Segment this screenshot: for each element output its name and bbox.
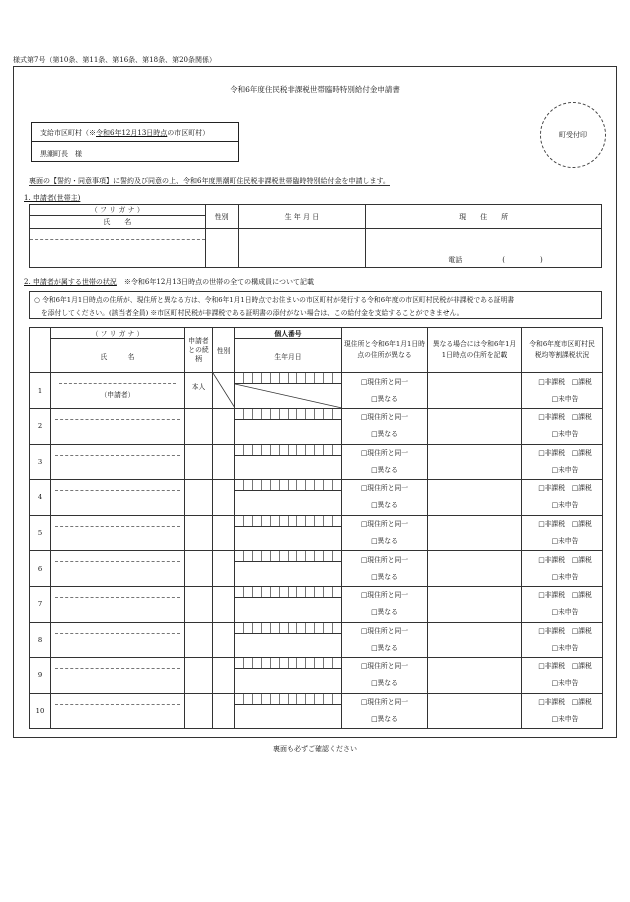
mynumber-boxes[interactable] [235, 445, 341, 456]
relation-cell[interactable] [185, 693, 213, 729]
member-dob-header: 生年月日 [235, 339, 342, 373]
address-same-cell[interactable]: □現住所と同一 □異なる [342, 373, 428, 409]
address-box-recipient: 黒潮町長 様 [40, 150, 82, 158]
member-sex-cell[interactable] [213, 622, 235, 658]
applicant-name-header: 氏 名 [30, 216, 206, 229]
member-sex-cell[interactable] [213, 515, 235, 551]
diagonal-strike [213, 373, 235, 408]
address-same-cell[interactable]: □現住所と同一 □異なる [342, 515, 428, 551]
section2-heading: 2. 申請者が属する世帯の状況 ※令和6年12月13日時点の世帯の全ての構成員について記載 [24, 278, 315, 286]
applicant-dob-cell[interactable] [238, 229, 366, 268]
relation-cell[interactable] [185, 515, 213, 551]
phone-paren: ( ) [502, 256, 543, 264]
tax-status-cell[interactable]: □非課税 □課税 □未申告 [522, 622, 603, 658]
address-box [31, 122, 239, 162]
relation-cell[interactable] [185, 480, 213, 516]
address-same-cell[interactable]: □現住所と同一 □異なる [342, 551, 428, 587]
row-number-header [30, 328, 51, 373]
address-same-cell[interactable]: □現住所と同一 □異なる [342, 586, 428, 622]
applicant-furigana-header: （ フ リ ガ ナ ） [30, 205, 206, 216]
member-sex-header: 性別 [213, 328, 235, 373]
tax-status-cell[interactable]: □非課税 □課税 □未申告 [522, 444, 603, 480]
relation-header: 申請者との続柄 [185, 328, 213, 373]
mynumber-boxes[interactable] [235, 551, 341, 562]
footer-note: 裏面も必ずご確認ください [273, 745, 357, 753]
member-name-header: 氏 名 [51, 339, 185, 373]
row-number: 7 [30, 586, 51, 622]
table-row [30, 480, 603, 516]
tax-status-cell[interactable]: □非課税 □課税 □未申告 [522, 373, 603, 409]
member-name-cell[interactable] [51, 409, 185, 445]
row-number: 2 [30, 409, 51, 445]
row-number: 3 [30, 444, 51, 480]
mynumber-cell[interactable] [235, 586, 342, 622]
applicant-sex-cell[interactable] [205, 229, 238, 268]
mynumber-boxes[interactable] [235, 409, 341, 420]
mynumber-boxes[interactable] [235, 623, 341, 634]
applicant-address-cell[interactable] [366, 229, 602, 268]
address-diff-header: 異なる場合には令和6年1月1日時点の住所を記載 [428, 328, 522, 373]
address-diff-cell[interactable] [428, 622, 522, 658]
member-name-cell[interactable] [51, 586, 185, 622]
row-number: 9 [30, 658, 51, 694]
relation-cell[interactable] [185, 409, 213, 445]
form-number: 様式第7号（第10条、第11条、第16条、第18条、第20条関係） [13, 56, 216, 64]
row-number: 8 [30, 622, 51, 658]
table-row [30, 409, 603, 445]
address-same-cell[interactable]: □現住所と同一 □異なる [342, 480, 428, 516]
mynumber-cell[interactable] [235, 409, 342, 445]
tax-status-cell[interactable]: □非課税 □課税 □未申告 [522, 551, 603, 587]
member-name-cell[interactable] [51, 693, 185, 729]
member-sex-cell[interactable] [213, 658, 235, 694]
address-diff-cell[interactable] [428, 480, 522, 516]
address-diff-cell[interactable] [428, 586, 522, 622]
mynumber-cell[interactable] [235, 515, 342, 551]
member-name-cell[interactable] [51, 373, 185, 409]
address-diff-cell[interactable] [428, 658, 522, 694]
relation-cell[interactable] [185, 444, 213, 480]
mynumber-boxes[interactable] [235, 516, 341, 527]
mynumber-cell[interactable] [235, 693, 342, 729]
row-number: 5 [30, 515, 51, 551]
intro-statement: 裏面の【誓約・同意事項】に誓約及び同意の上、令和6年度黒潮町住民税非課税世帯臨時特別給付金を申請します。 [29, 177, 390, 185]
relation-cell[interactable] [185, 551, 213, 587]
certificate-note-line1: ○ 令和6年1月1日時点の住所が、現住所と異なる方は、令和6年1月1日時点でお住まいの市区町村が発行する令和6年度の市区町村民税が非課税である証明書 [34, 296, 515, 304]
table-row [30, 444, 603, 480]
mynumber-cell[interactable] [235, 551, 342, 587]
applicant-name-cell[interactable] [30, 229, 206, 268]
applicant-dob-header: 生 年 月 日 [238, 205, 366, 229]
section1-heading: 1. 申請者(世帯主) [24, 194, 81, 202]
applicant-name-label: （申請者） [100, 391, 135, 399]
mynumber-boxes[interactable] [235, 480, 341, 491]
mynumber-cell[interactable] [235, 444, 342, 480]
mynumber-boxes[interactable] [235, 658, 341, 669]
mynumber-cell[interactable] [235, 658, 342, 694]
mynumber-boxes[interactable] [235, 587, 341, 598]
relation-cell[interactable] [185, 586, 213, 622]
table-row [30, 373, 603, 409]
member-furigana-header: （ フ リ ガ ナ ） [51, 328, 185, 339]
member-name-cell[interactable] [51, 515, 185, 551]
address-same-cell[interactable]: □現住所と同一 □異なる [342, 409, 428, 445]
certificate-note-line2: を添付してください。(該当者全員) ※市区町村民税が非課税である証明書の添付がない場合は、この給付金を支給することができません。 [41, 309, 464, 317]
table-row [30, 551, 603, 587]
tax-status-cell[interactable]: □非課税 □課税 □未申告 [522, 480, 603, 516]
mynumber-cell[interactable] [235, 622, 342, 658]
member-name-cell[interactable] [51, 622, 185, 658]
member-sex-cell[interactable] [213, 409, 235, 445]
tax-status-cell[interactable]: □非課税 □課税 □未申告 [522, 658, 603, 694]
address-same-cell[interactable]: □現住所と同一 □異なる [342, 622, 428, 658]
address-same-cell[interactable]: □現住所と同一 □異なる [342, 444, 428, 480]
relation-cell: 本人 [185, 373, 213, 409]
household-table [29, 327, 603, 729]
address-same-header: 現住所と令和6年1月1日時点の住所が異なる [342, 328, 428, 373]
member-sex-cell[interactable] [213, 693, 235, 729]
mynumber-cell[interactable] [235, 373, 342, 409]
member-sex-cell[interactable] [213, 444, 235, 480]
form-title: 令和6年度住民税非課税世帯臨時特別給付金申請書 [230, 85, 400, 94]
tax-status-cell[interactable]: □非課税 □課税 □未申告 [522, 515, 603, 551]
address-box-municipality: 支給市区町村（※令和6年12月13日時点の市区町村） [32, 123, 238, 142]
certificate-note [29, 291, 602, 319]
row-number: 1 [30, 373, 51, 409]
dob-diagonal-strike [235, 384, 342, 408]
tax-status-cell[interactable]: □非課税 □課税 □未申告 [522, 409, 603, 445]
member-sex-cell[interactable] [213, 586, 235, 622]
phone-label: 電話 [448, 256, 463, 264]
address-diff-cell[interactable] [428, 515, 522, 551]
address-diff-cell[interactable] [428, 551, 522, 587]
relation-cell[interactable] [185, 622, 213, 658]
member-sex-cell[interactable] [213, 480, 235, 516]
table-row [30, 622, 603, 658]
row-number: 10 [30, 693, 51, 729]
mynumber-cell[interactable] [235, 480, 342, 516]
member-name-cell[interactable] [51, 658, 185, 694]
member-sex-cell [213, 373, 235, 409]
tax-status-cell[interactable]: □非課税 □課税 □未申告 [522, 586, 603, 622]
applicant-address-header: 現 住 所 [366, 205, 602, 229]
tax-status-cell[interactable]: □非課税 □課税 □未申告 [522, 693, 603, 729]
address-diff-cell[interactable] [428, 373, 522, 409]
tax-status-header: 令和6年度市区町村民税均等割課税状況 [522, 328, 603, 373]
table-row [30, 693, 603, 729]
reception-stamp-circle: 町受付印 [540, 102, 606, 168]
mynumber-header: 個人番号 [235, 328, 342, 339]
address-same-cell[interactable]: □現住所と同一 □異なる [342, 693, 428, 729]
mynumber-boxes[interactable] [235, 694, 341, 705]
applicant-sex-header: 性別 [205, 205, 238, 229]
address-diff-cell[interactable] [428, 409, 522, 445]
mynumber-boxes[interactable] [235, 373, 341, 384]
member-name-cell[interactable] [51, 551, 185, 587]
address-diff-cell[interactable] [428, 693, 522, 729]
row-number: 6 [30, 551, 51, 587]
table-row [30, 586, 603, 622]
applicant-table [29, 204, 602, 268]
member-name-cell[interactable] [51, 480, 185, 516]
member-name-cell[interactable] [51, 444, 185, 480]
address-diff-cell[interactable] [428, 444, 522, 480]
table-row [30, 515, 603, 551]
address-same-cell[interactable]: □現住所と同一 □異なる [342, 658, 428, 694]
member-sex-cell[interactable] [213, 551, 235, 587]
relation-cell[interactable] [185, 658, 213, 694]
row-number: 4 [30, 480, 51, 516]
table-row [30, 658, 603, 694]
